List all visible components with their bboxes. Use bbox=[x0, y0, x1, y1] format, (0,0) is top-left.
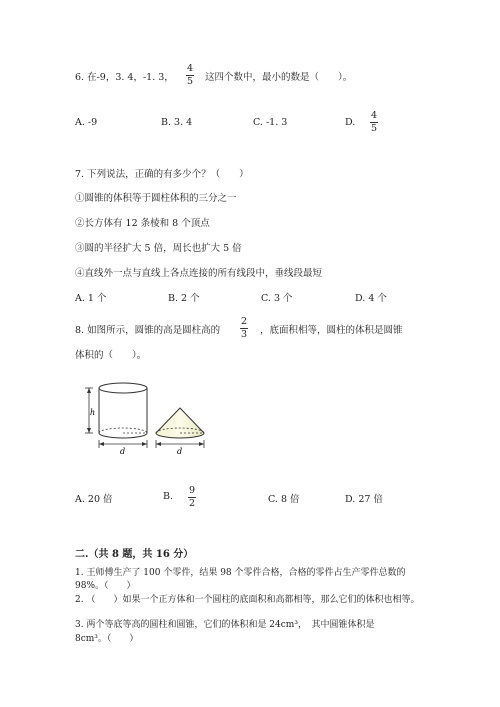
q7-option-a[interactable]: A. 1 个 bbox=[75, 293, 107, 304]
q6-option-b[interactable]: B. 3. 4 bbox=[161, 117, 193, 128]
fraction-numerator: 2 bbox=[241, 316, 248, 327]
q7-statement-3: ③圆的半径扩大 5 倍，周长也扩大 5 倍 bbox=[75, 243, 242, 254]
fraction-denominator: 2 bbox=[189, 497, 196, 509]
height-label: h bbox=[90, 408, 96, 417]
judge-item-2-line1: 2. （ ）如果一个正方体和一个圆柱的底面积和高都相等，那么它们的体积也相等。 bbox=[75, 595, 420, 605]
q7-statement-1: ①圆锥的体积等于圆柱体积的三分之一 bbox=[75, 193, 237, 204]
q6-option-d-fraction bbox=[370, 111, 378, 133]
cylinder-cone-figure bbox=[78, 378, 218, 458]
q8-option-b[interactable]: B. bbox=[163, 491, 174, 502]
judge-item-1-line1: 1. 王师傅生产了 100 个零件，结果 98 个零件合格，合格的零件占生产零件总数的 bbox=[75, 568, 406, 578]
cylinder-diameter-label: d bbox=[120, 447, 126, 456]
q7-statement-2: ②长方体有 12 条棱和 8 个顶点 bbox=[75, 218, 210, 229]
cone bbox=[156, 408, 204, 438]
section-heading: 二.（共 8 题，共 16 分） bbox=[75, 549, 194, 560]
q8-stem-line2: 体积的（ ）。 bbox=[75, 350, 147, 361]
q7-statement-4: ④直线外一点与直线上各点连接的所有线段中，垂线段最短 bbox=[75, 268, 323, 279]
q8-stem: 8. 如图所示，圆锥的高是圆柱高的 bbox=[75, 325, 221, 336]
q6-stem: 6. 在-9，3. 4，-1. 3， bbox=[75, 72, 174, 83]
judge-item-3-line2: 8cm³。（ ） bbox=[75, 634, 139, 644]
q8-option-a[interactable]: A. 20 倍 bbox=[75, 494, 113, 505]
q7-option-d[interactable]: D. 4 个 bbox=[355, 293, 387, 304]
cylinder bbox=[99, 383, 147, 438]
judge-item-1-line2: 98%。（ ） bbox=[75, 581, 136, 591]
q8-option-b-fraction bbox=[188, 486, 196, 508]
q6-option-d[interactable]: D. bbox=[345, 117, 356, 128]
q7-option-c[interactable]: C. 3 个 bbox=[261, 293, 293, 304]
fraction-numerator: 4 bbox=[187, 63, 194, 74]
fraction-denominator: 3 bbox=[241, 328, 248, 340]
judge-item-3-line1: 3. 两个等底等高的圆柱和圆锥，它们的体积和是 24cm³， 其中圆锥体积是 bbox=[75, 620, 375, 630]
q6-option-a[interactable]: A. -9 bbox=[75, 117, 98, 128]
fraction-denominator: 5 bbox=[371, 122, 378, 134]
q8-option-c[interactable]: C. 8 倍 bbox=[268, 494, 300, 505]
q6-stem-tail: 这四个数中，最小的数是（ ）。 bbox=[205, 72, 353, 83]
q8-stem-tail: ，底面积相等，圆柱的体积是圆锥 bbox=[260, 325, 403, 336]
cone-diameter-label: d bbox=[177, 447, 183, 456]
q8-stem-fraction bbox=[240, 317, 248, 339]
q6-option-c[interactable]: C. -1. 3 bbox=[253, 117, 288, 128]
fraction-numerator: 4 bbox=[371, 110, 378, 121]
q7-option-b[interactable]: B. 2 个 bbox=[168, 293, 200, 304]
q7-stem: 7. 下列说法，正确的有多少个？（ ） bbox=[75, 169, 249, 180]
fraction-denominator: 5 bbox=[187, 75, 194, 87]
q8-option-d[interactable]: D. 27 倍 bbox=[345, 494, 383, 505]
fraction-numerator: 9 bbox=[189, 485, 196, 496]
q6-stem-fraction bbox=[186, 64, 194, 86]
